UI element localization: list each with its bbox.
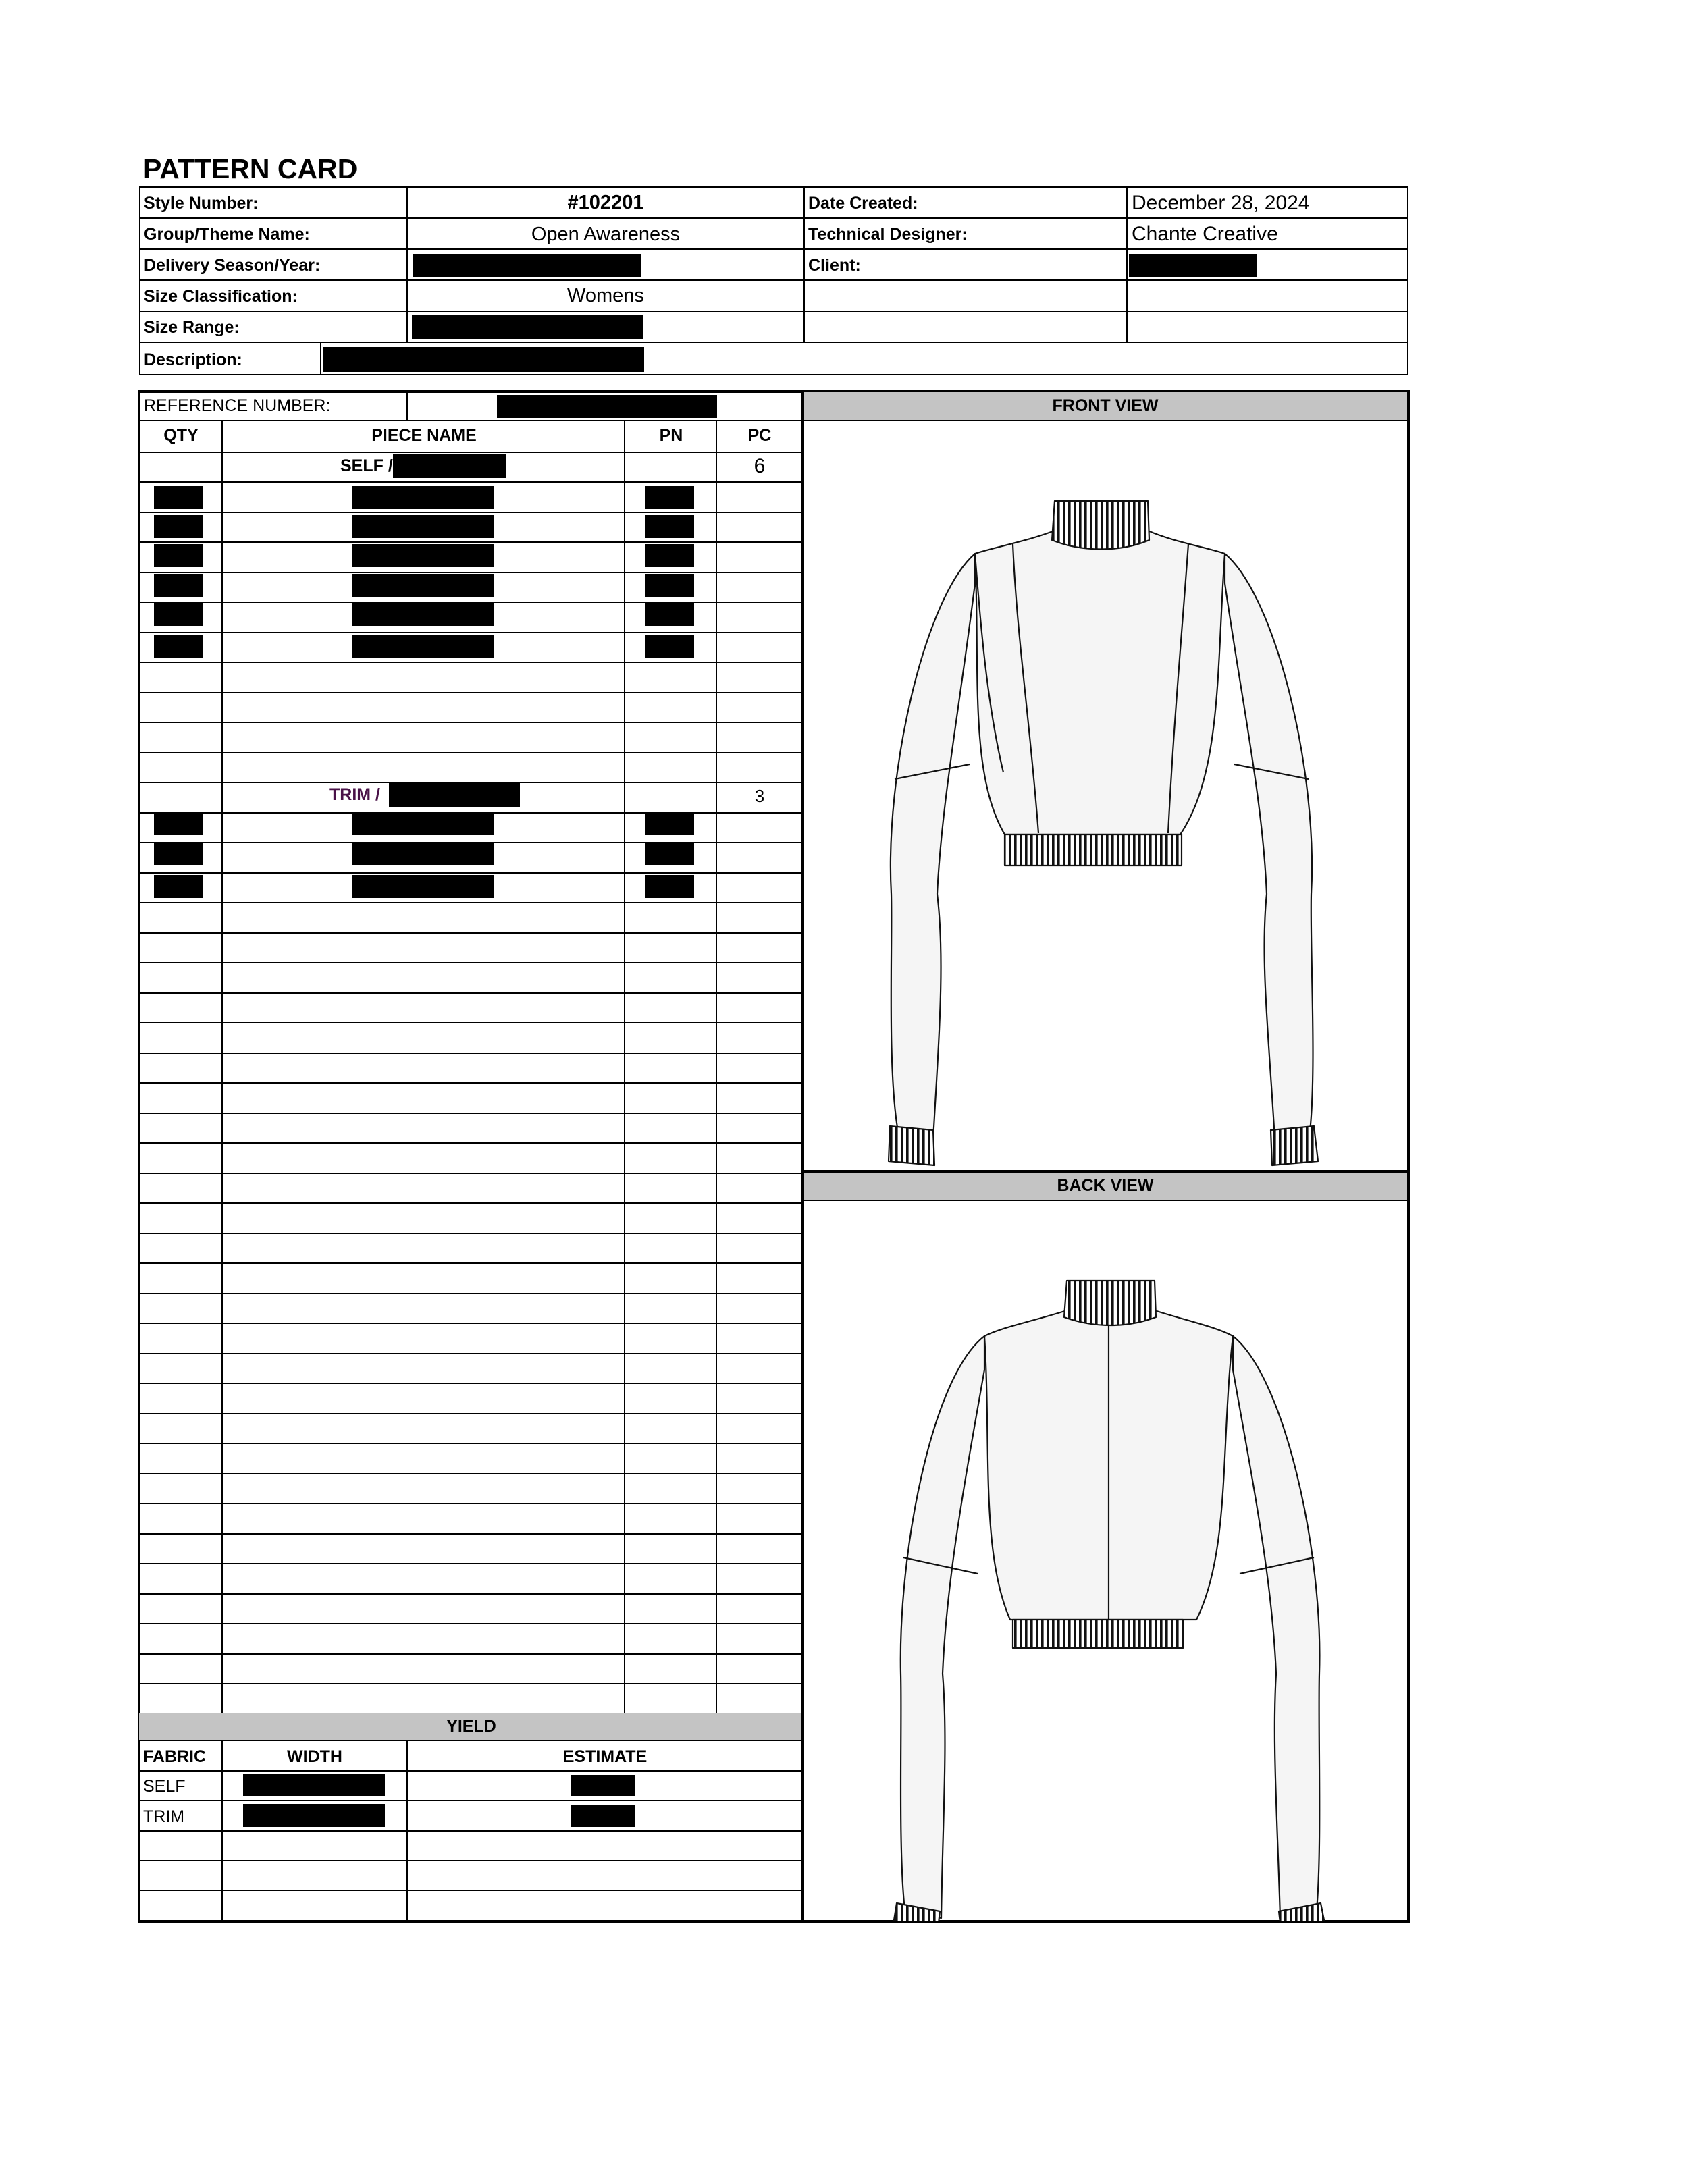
trim-pc-value: 3 [754, 786, 765, 806]
yield-self-label: SELF [143, 1777, 186, 1796]
self-fabric-redaction [393, 454, 506, 478]
back-view-label: BACK VIEW [1057, 1176, 1154, 1195]
reference-number-label: REFERENCE NUMBER: [144, 396, 331, 415]
front-view-sketch [803, 421, 1407, 1169]
description-redaction [323, 347, 644, 372]
trim-width-redaction [243, 1804, 385, 1827]
qty-column-header: QTY [163, 426, 199, 445]
group-theme-label: Group/Theme Name: [144, 225, 310, 244]
estimate-column-header: ESTIMATE [562, 1747, 648, 1766]
yield-label: YIELD [446, 1717, 496, 1736]
description-label: Description: [144, 350, 242, 369]
style-number-label: Style Number: [144, 194, 259, 213]
size-classification-value: Womens [567, 285, 644, 307]
client-redaction [1129, 254, 1257, 277]
trim-estimate-redaction [571, 1805, 635, 1827]
technical-designer-label: Technical Designer: [808, 225, 968, 244]
self-label: SELF / [340, 456, 393, 475]
piece-name-column-header: PIECE NAME [371, 426, 477, 445]
style-number-value: #102201 [567, 192, 644, 213]
technical-designer-value: Chante Creative [1132, 223, 1278, 245]
client-label: Client: [808, 256, 861, 275]
delivery-season-label: Delivery Season/Year: [144, 256, 321, 275]
size-range-label: Size Range: [144, 318, 240, 337]
pn-column-header: PN [659, 426, 683, 445]
yield-trim-label: TRIM [143, 1807, 185, 1826]
page-title: PATTERN CARD [143, 153, 358, 184]
trim-fabric-redaction [389, 783, 520, 807]
self-width-redaction [243, 1774, 385, 1796]
size-classification-label: Size Classification: [144, 287, 298, 306]
pc-column-header: PC [747, 426, 772, 445]
delivery-season-redaction [413, 254, 641, 277]
trim-label: TRIM / [329, 785, 380, 804]
reference-number-redaction [497, 395, 717, 418]
size-range-redaction [412, 315, 643, 339]
fabric-column-header: FABRIC [143, 1747, 207, 1766]
date-created-value: December 28, 2024 [1132, 192, 1310, 214]
self-pc-value: 6 [754, 455, 766, 477]
date-created-label: Date Created: [808, 194, 918, 213]
group-theme-value: Open Awareness [531, 223, 681, 245]
front-view-label: FRONT VIEW [1052, 396, 1159, 415]
width-column-header: WIDTH [287, 1747, 342, 1766]
back-view-sketch [803, 1201, 1407, 1921]
self-estimate-redaction [571, 1775, 635, 1796]
